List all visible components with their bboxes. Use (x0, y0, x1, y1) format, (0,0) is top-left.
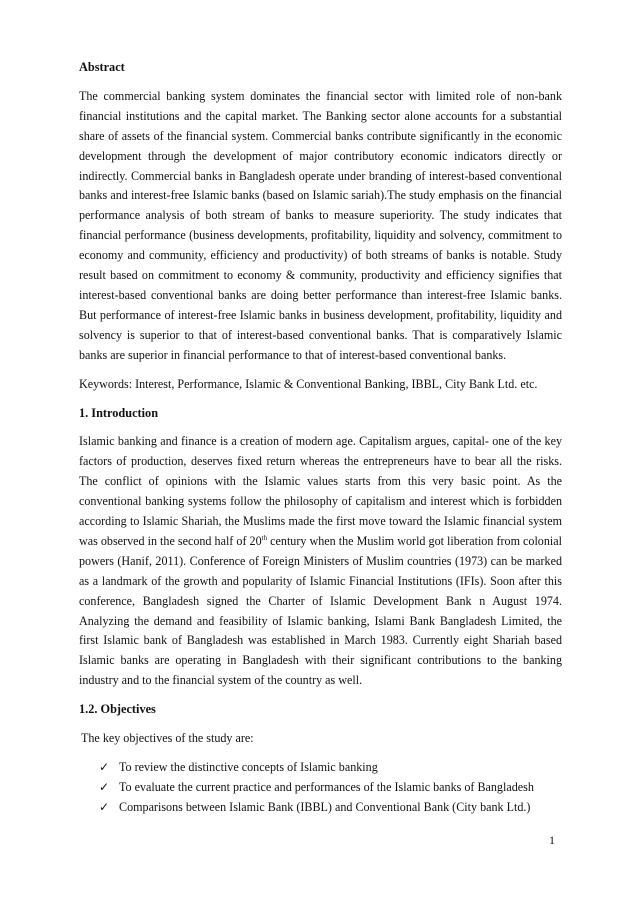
introduction-body-part1: Islamic banking and finance is a creation of modern age. Capitalism argues, capital- one of the key factors of production, deserves fixed return whereas the entrepreneurs have to bear all the risks. The conflict of opinions with the Islamic values starts from this very basic point. As the conventional banking systems follow the philosophy of capitalism and interest which is forbidden according to Islamic Shariah, the Muslims made the first move toward the Islamic financial system was observed in the second half of 20 (79, 434, 562, 548)
checkmark-icon: ✓ (99, 760, 110, 774)
objective-text: Comparisons between Islamic Bank (IBBL) and Conventional Bank (City bank Ltd.) (119, 799, 531, 814)
document-page (79, 58, 562, 818)
checkmark-icon: ✓ (99, 779, 110, 794)
objective-text: To review the distinctive concepts of Islamic banking (119, 760, 378, 774)
objective-item (99, 798, 562, 818)
introduction-heading: 1. Introduction (79, 405, 159, 420)
objectives-intro: The key objectives of the study are: (81, 731, 254, 746)
checkmark-icon: ✓ (99, 799, 110, 814)
abstract-body: The commercial banking system dominates the financial sector with limited role of non-bank financial institutions and the capital market. The Banking sector alone accounts for a substantial share of assets of the financial system. Commercial banks contribute significantly in the economic development through the development of major contributory economic indicators directly or indirectly. Commercial banks in Bangladesh operate under branding of interest-based conventional banks and interest-free Islamic banks (based on Islamic sariah).The study emphasis on the financial performance analysis of both stream of banks to measure superiority. The study indicates that financial performance (business developments, profitability, liquidity and solvency, commitment to economy and community, efficiency and productivity) of both streams of banks is notable. Study result based on commitment to economy & community, productivity and efficiency signifies that interest-based conventional banks are doing better performance than interest-free Islamic banks. But performance of interest-free Islamic banks in business development, profitability, liquidity and solvency is superior to that of interest-based conventional banks. That is comparatively Islamic banks are superior in financial performance to that of interest-based conventional banks. (79, 88, 562, 362)
keywords-line: Keywords: Interest, Performance, Islamic & Conventional Banking, IBBL, City Bank Ltd. etc. (79, 376, 538, 391)
objective-text: To evaluate the current practice and performances of the Islamic banks of Bangladesh (119, 779, 534, 794)
introduction-body (79, 432, 562, 691)
objectives-heading: 1.2. Objectives (79, 702, 156, 717)
objectives-list (79, 758, 562, 818)
page-number: 1 (549, 833, 555, 847)
objective-item (99, 778, 562, 798)
objective-item (99, 758, 562, 778)
abstract-heading: Abstract (79, 60, 125, 74)
introduction-body-part2: century when the Muslim world got liberation from colonial powers (Hanif, 2011). Conference of Foreign Ministers of Muslim countries (1973) can be marked as a landmark of the growth and popularity of Islamic Financial Institutions (IFIs). Soon after this conference, Bangladesh signed the Charter of Islamic Development Bank n August 1974. Analyzing the demand and feasibility of Islamic banking, Islami Bank Bangladesh Limited, the first Islamic bank of Bangladesh was established in March 1983. Currently eight Shariah based Islamic banks are operating in Bangladesh with their significant contributions to the banking industry and to the financial system of the country as well. (79, 533, 562, 688)
century-superscript: th (261, 533, 268, 542)
